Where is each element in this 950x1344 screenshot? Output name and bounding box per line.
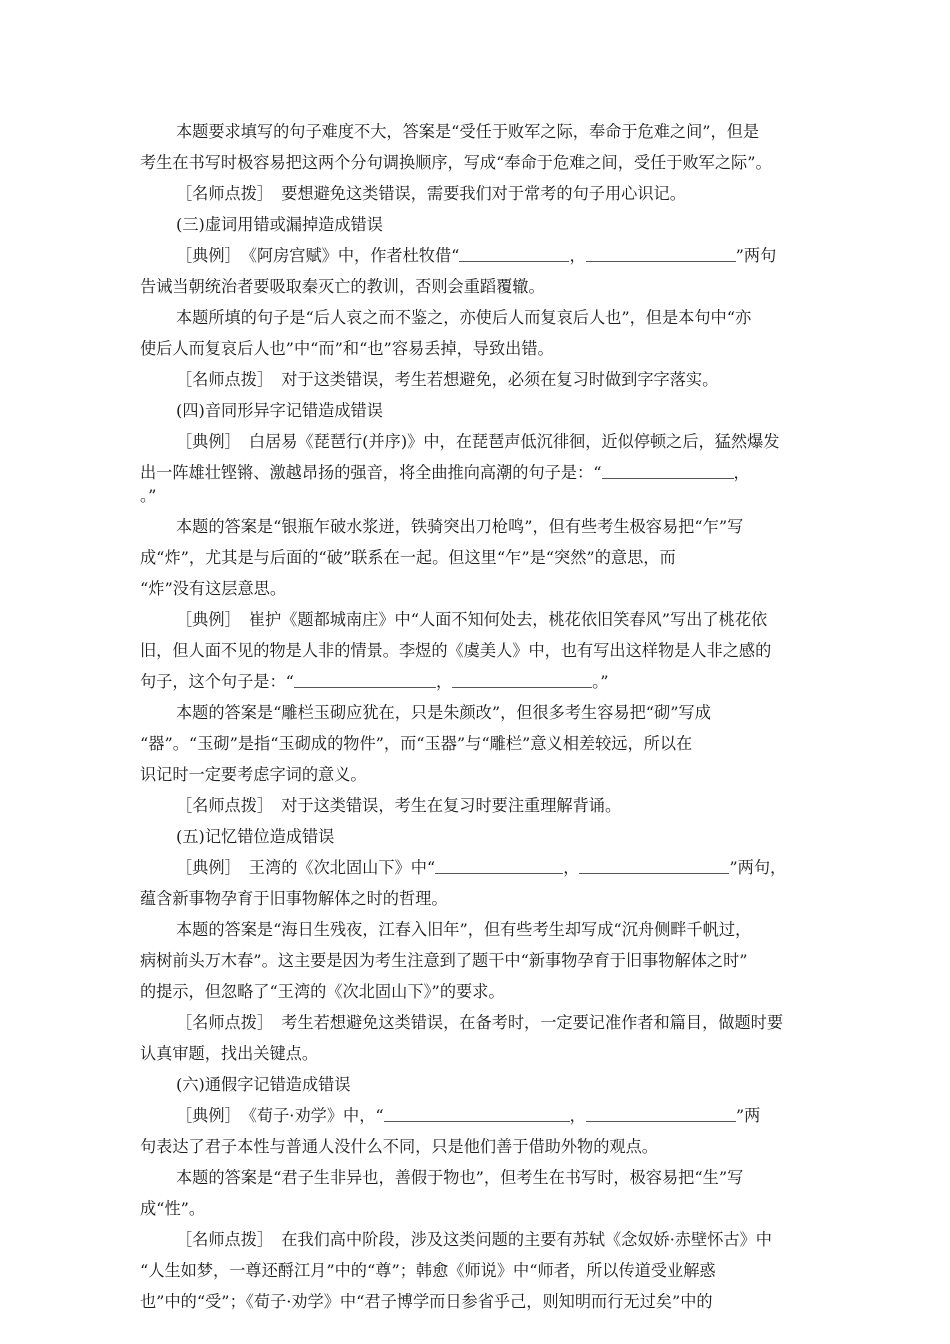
tip-line: 认真审题，找出关键点。: [140, 1044, 319, 1063]
example-text: 出一阵雄壮铿锵、激越昂扬的强音，将全曲推向高潮的句子是：“: [140, 463, 602, 482]
section-heading: (五)记忆错位造成错误: [176, 827, 335, 846]
comma-text: ，: [435, 672, 453, 691]
tip-line: ［名师点拨］ 要想避免这类错误，需要我们对于常考的句子用心识记。: [176, 184, 686, 203]
fill-blank[interactable]: [602, 464, 734, 479]
paragraph-line: 蕴含新事物孕育于旧事物解体之时的哲理。: [140, 889, 448, 908]
example-line: [176, 1106, 760, 1126]
paragraph-line: 本题所填的句子是“后人哀之而不鉴之，亦使后人而复哀后人也”，但是本句中“亦: [176, 308, 752, 327]
tip-line: ［名师点拨］ 在我们高中阶段，涉及这类问题的主要有苏轼《念奴娇·赤壁怀古》中: [176, 1230, 772, 1249]
example-line: [140, 463, 750, 483]
fill-blank[interactable]: [294, 673, 436, 688]
comma-text: ，: [733, 463, 750, 482]
example-line: [176, 246, 776, 266]
section-heading: (六)通假字记错造成错误: [176, 1075, 351, 1094]
example-line: ［典例］ 白居易《琵琶行(并序)》中，在琵琶声低沉徘徊，近似停顿之后，猛然爆发: [176, 432, 780, 451]
paragraph-line: 本题的答案是“君子生非异也，善假于物也”，但考生在书写时，极容易把“生”写: [176, 1168, 744, 1187]
fill-blank[interactable]: [579, 859, 729, 874]
example-line: 旧，但人面不见的物是人非的情景。李煜的《虞美人》中，也有写出这样物是人非之感的: [140, 641, 772, 660]
fill-blank[interactable]: [435, 859, 563, 874]
example-text-end: 。”: [592, 672, 609, 691]
paragraph-line: “器”。“玉砌”是指“玉砌成的物件”，而“玉器”与“雕栏”意义相差较远，所以在: [140, 734, 693, 753]
paragraph-line: 本题的答案是“海日生残夜，江春入旧年”，但有些考生却写成“沉舟侧畔千帆过，: [176, 920, 752, 939]
paragraph-line: 告诫当朝统治者要吸取秦灭亡的教训，否则会重蹈覆辙。: [140, 277, 545, 296]
example-line: [176, 858, 786, 878]
fill-blank[interactable]: [452, 673, 592, 688]
section-heading: (三)虚词用错或漏掉造成错误: [176, 215, 383, 234]
paragraph-line: 成“性”。: [140, 1199, 206, 1218]
tip-line: ［名师点拨］ 考生若想避免这类错误，在备考时，一定要记准作者和篇目，做题时要: [176, 1013, 784, 1032]
paragraph-line: 本题要求填写的句子难度不大，答案是“受任于败军之际，奉命于危难之间”，但是: [176, 122, 760, 141]
tip-line: “人生如梦，一尊还酹江月”中的“尊”；韩愈《师说》中“师者，所以传道受业解惑: [140, 1261, 716, 1280]
fill-blank[interactable]: [384, 1107, 570, 1122]
example-text-end: ”两: [735, 1106, 761, 1125]
comma-text: ，: [569, 1106, 586, 1125]
paragraph-line: 使后人而复哀后人也”中“而”和“也”容易丢掉，导致出错。: [140, 339, 554, 358]
fill-blank[interactable]: [586, 247, 736, 262]
paragraph-line: 病树前头万木春”。这主要是因为考生注意到了题干中“新事物孕育于旧事物解体之时”: [140, 951, 748, 970]
example-text: ［典例］ 《荀子·劝学》中，“: [176, 1106, 384, 1125]
example-text: 句子，这个句子是：“: [140, 672, 294, 691]
paragraph-line: 的提示，但忽略了“王湾的《次北固山下》”的要求。: [140, 982, 505, 1001]
paragraph-line: 考生在书写时极容易把这两个分句调换顺序，写成“奉命于危难之间，受任于败军之际”。: [140, 153, 772, 172]
tip-line: 也”中的“受”；《荀子·劝学》中“君子博学而日参省乎己，则知明而行无过矣”中的: [140, 1292, 713, 1311]
paragraph-line: 识记时一定要考虑字词的意义。: [140, 765, 367, 784]
paragraph-line: 本题的答案是“雕栏玉砌应犹在，只是朱颜改”，但很多考生容易把“砌”写成: [176, 703, 711, 722]
paragraph-line: 句表达了君子本性与普通人没什么不同，只是他们善于借助外物的观点。: [140, 1137, 658, 1156]
paragraph-line: 本题的答案是“银瓶乍破水浆迸，铁骑突出刀枪鸣”，但有些考生极容易把“乍”写: [176, 517, 744, 536]
tip-line: ［名师点拨］ 对于这类错误，考生在复习时要注重理解背诵。: [176, 796, 622, 815]
example-line: ［典例］ 崔护《题都城南庄》中“人面不知何处去，桃花依旧笑春风”写出了桃花依: [176, 610, 768, 629]
comma-text: ，: [563, 858, 580, 877]
tip-line: ［名师点拨］ 对于这类错误，考生若想避免，必须在复习时做到字字落实。: [176, 370, 719, 389]
example-line: [140, 672, 609, 692]
section-heading: (四)音同形异字记错造成错误: [176, 401, 383, 420]
example-line-end: 。”: [140, 486, 157, 505]
fill-blank[interactable]: [586, 1107, 736, 1122]
comma-text: ，: [569, 246, 586, 265]
example-text-end: ”两句: [735, 246, 777, 265]
example-text-end: ”两句，: [729, 858, 787, 877]
fill-blank[interactable]: [459, 247, 569, 262]
example-text: ［典例］ 《阿房宫赋》中，作者杜牧借“: [176, 246, 460, 265]
paragraph-line: 成“炸”，尤其是与后面的“破”联系在一起。但这里“乍”是“突然”的意思，而: [140, 548, 676, 567]
example-text: ［典例］ 王湾的《次北固山下》中“: [176, 858, 436, 877]
paragraph-line: “炸”没有这层意思。: [140, 579, 287, 598]
